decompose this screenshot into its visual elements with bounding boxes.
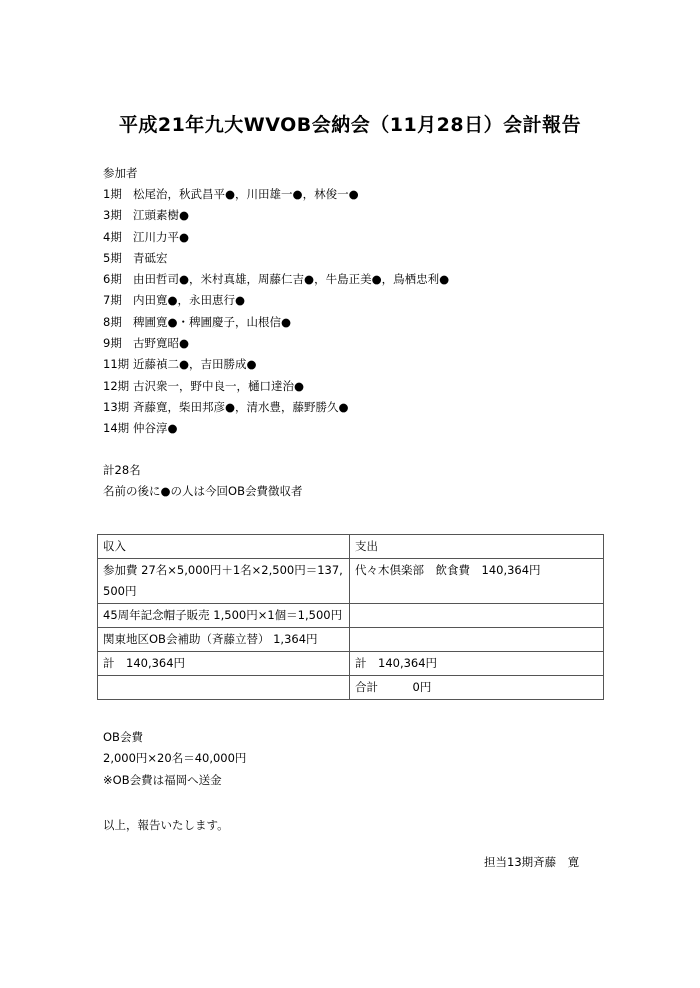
- participant-names: 古野寛昭●: [133, 336, 190, 351]
- period-label: 8期: [103, 314, 122, 329]
- participant-names: 松尾治，秋武昌平●，川田雄一●，林俊一●: [133, 187, 359, 201]
- total-count: 計28名: [103, 463, 141, 477]
- income-cell: [98, 676, 350, 700]
- ledger-row: [98, 604, 604, 628]
- participant-names: 青砥宏: [133, 250, 168, 265]
- participant-row: [103, 397, 449, 418]
- closing-text: 以上，報告いたします。: [103, 818, 229, 832]
- income-cell: 関東地区OB会補助（斉藤立替） 1,364円: [98, 628, 350, 652]
- income-cell: 計 140,364円: [98, 652, 350, 676]
- income-cell: 参加費 27名×5,000円＋1名×2,500円＝137,500円: [98, 559, 350, 604]
- period-label: 1期: [103, 187, 122, 201]
- collection-note: 名前の後に●の人は今回OB会費徴収者: [103, 484, 303, 498]
- participant-row: [103, 205, 449, 226]
- participant-row: [103, 333, 449, 354]
- expense-header: 支出: [350, 535, 604, 559]
- participant-names: 江川力平●: [133, 229, 190, 244]
- period-label: 3期: [103, 208, 122, 223]
- income-cell: 45周年記念帽子販売 1,500円×1個＝1,500円: [98, 604, 350, 628]
- period-label: 6期: [103, 272, 122, 287]
- participant-list: [103, 184, 449, 440]
- participant-names: 稗圃寛●・稗圃慶子，山根信●: [133, 314, 292, 329]
- expense-cell: 合計 0円: [350, 676, 604, 700]
- participant-row: [103, 418, 449, 439]
- expense-cell: 計 140,364円: [350, 652, 604, 676]
- ledger-header-row: [98, 535, 604, 559]
- ledger-table: [97, 534, 604, 700]
- ob-fee-remark: ※OB会費は福岡へ送金: [103, 772, 222, 787]
- participant-names: 由田哲司●，米村真雄，周藤仁吉●，牛島正美●，鳥栖忠利●: [133, 272, 450, 287]
- participant-row: [103, 227, 449, 248]
- participant-names: 斉藤寛，柴田邦彦●，清水豊，藤野勝久●: [133, 399, 349, 414]
- participant-names: 江頭素樹●: [133, 208, 190, 223]
- signature: 担当13期斉藤 寛: [484, 855, 580, 869]
- page-title: 平成21年九大WVOB会納会（11月28日）会計報告: [118, 114, 582, 136]
- participant-names: 古沢衆一，野中良一，樋口達治●: [133, 378, 305, 393]
- participant-row: [103, 312, 449, 333]
- ob-fee-heading: OB会費: [103, 730, 143, 744]
- ledger-row: [98, 628, 604, 652]
- period-label: 5期: [103, 250, 122, 265]
- participant-row: [103, 269, 449, 290]
- ledger-row: [98, 559, 604, 604]
- ob-fee-section: [103, 727, 246, 791]
- period-label: 4期: [103, 229, 122, 244]
- period-label: 12期: [103, 378, 130, 393]
- period-label: 11期: [103, 357, 130, 372]
- participants-heading: 参加者: [103, 166, 138, 180]
- period-label: 7期: [103, 293, 122, 308]
- expense-cell: [350, 604, 604, 628]
- expense-cell: 代々木倶楽部 飲食費 140,364円: [350, 559, 604, 604]
- participant-names: 仲谷淳●: [133, 421, 178, 436]
- ob-fee-calc: 2,000円×20名＝40,000円: [103, 751, 247, 766]
- period-label: 13期: [103, 399, 130, 414]
- ledger-row: [98, 652, 604, 676]
- participant-row: [103, 184, 449, 205]
- participant-row: [103, 248, 449, 269]
- expense-cell: [350, 628, 604, 652]
- participant-row: [103, 290, 449, 311]
- participant-row: [103, 354, 449, 375]
- participant-names: 内田寛●，永田恵行●: [133, 293, 246, 308]
- period-label: 9期: [103, 336, 122, 351]
- period-label: 14期: [103, 421, 130, 436]
- ledger-row: [98, 676, 604, 700]
- participant-names: 近藤禎二●，吉田勝成●: [133, 357, 257, 372]
- income-header: 収入: [98, 535, 350, 559]
- participant-row: [103, 376, 449, 397]
